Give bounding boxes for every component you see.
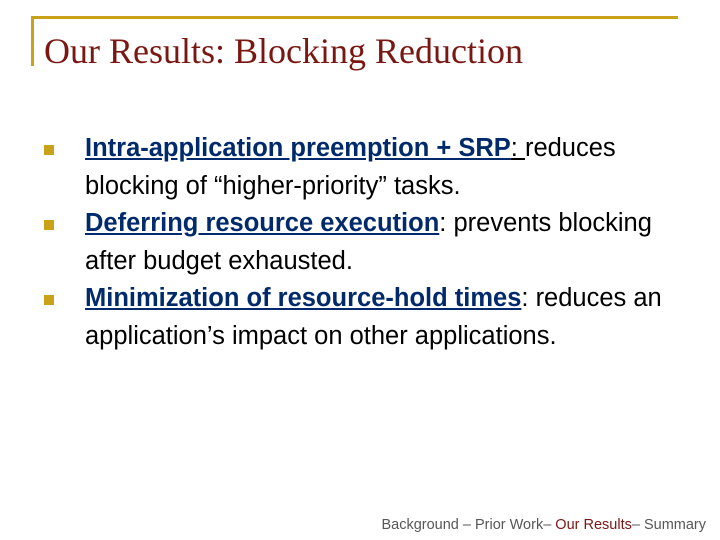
- footer-navigation: [381, 515, 706, 535]
- square-bullet-icon: [44, 295, 54, 305]
- bullet-item-preemption: [44, 130, 684, 205]
- square-bullet-icon: [44, 145, 54, 155]
- footer-section-after: – Summary: [631, 517, 706, 533]
- bullet-topic-deferring: Deferring resource execution: [85, 209, 440, 237]
- bullet-list: [44, 130, 684, 355]
- slide-title: Our Results: Blocking Reduction: [44, 31, 523, 71]
- square-bullet-icon: [44, 220, 54, 230]
- bullet-separator: :: [510, 134, 525, 162]
- bullet-description: reduces blocking of “higher-priority” tasks.: [85, 134, 616, 200]
- bullet-separator: :: [521, 284, 529, 312]
- title-frame-top-rule: [31, 16, 678, 19]
- bullet-topic-minimization: Minimization of resource-hold times: [85, 284, 522, 312]
- footer-current-section: Our Results: [555, 517, 632, 533]
- bullet-item-minimization: [44, 280, 684, 355]
- bullet-item-deferring: [44, 205, 684, 280]
- bullet-description: prevents blocking after budget exhausted.: [85, 209, 652, 275]
- footer-section-before: Background – Prior Work–: [381, 517, 556, 533]
- title-frame-left-rule: [31, 16, 34, 66]
- bullet-separator: :: [439, 209, 447, 237]
- bullet-topic-preemption: Intra-application preemption + SRP: [85, 134, 511, 162]
- bullet-description: reduces an application’s impact on other applications.: [85, 284, 662, 350]
